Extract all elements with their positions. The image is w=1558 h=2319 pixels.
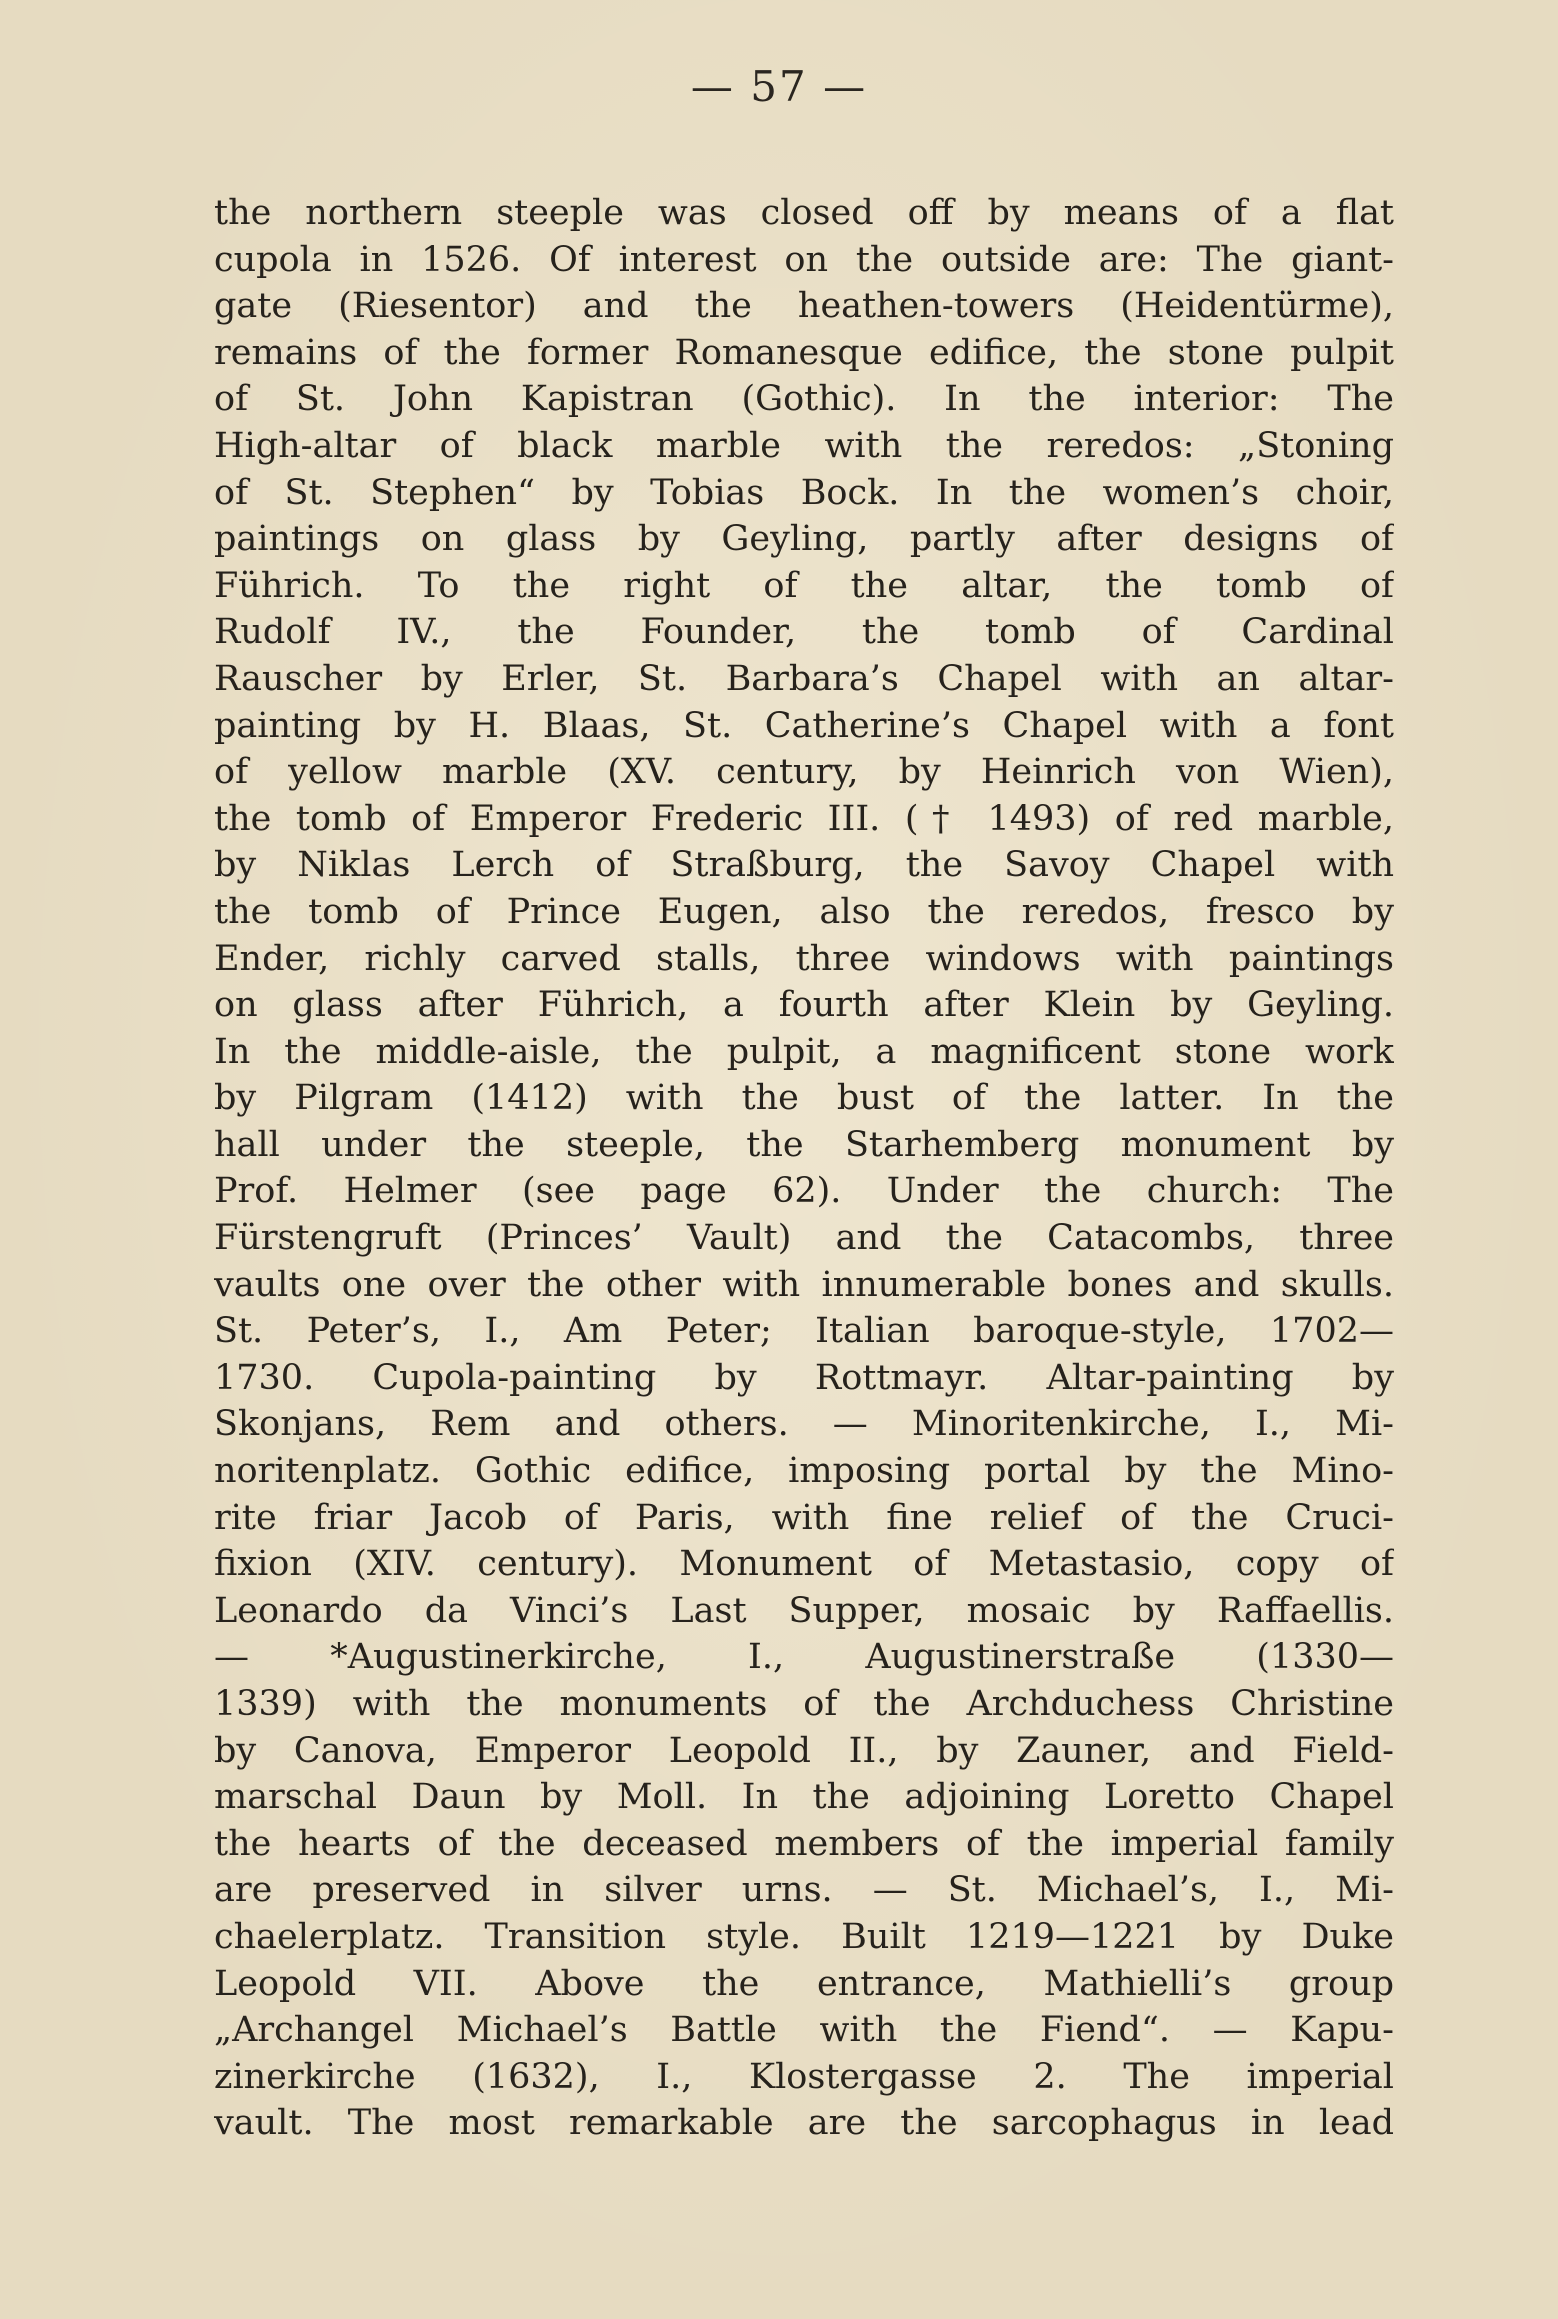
text-line: by Canova, Emperor Leopold II., by Zauner, and Field- (214, 1730, 1394, 1771)
text-line: Führich. To the right of the altar, the tomb of (214, 565, 1394, 606)
text-line: fixion (XIV. century). Monument of Metastasio, copy of (214, 1544, 1394, 1585)
text-line: the hearts of the deceased members of the imperial family (214, 1823, 1394, 1864)
text-line: on glass after Führich, a fourth after Klein by Geyling. (214, 985, 1394, 1026)
text-line: rite friar Jacob of Paris, with fine relief of the Cruci- (214, 1497, 1394, 1538)
text-line: hall under the steeple, the Starhemberg monument by (214, 1124, 1394, 1165)
text-line: are preserved in silver urns. — St. Michael’s, I., Mi- (214, 1870, 1394, 1911)
text-line: of St. Stephen“ by Tobias Bock. In the women’s choir, (214, 472, 1394, 513)
text-line: the tomb of Prince Eugen, also the reredos, fresco by (214, 891, 1394, 932)
text-line: the northern steeple was closed off by means of a flat (214, 193, 1394, 233)
text-line: Ender, richly carved stalls, three windows with paintings (214, 938, 1394, 979)
text-line: paintings on glass by Geyling, partly after designs of (214, 519, 1394, 560)
body-text (214, 190, 1394, 2147)
text-line: 1730. Cupola-painting by Rottmayr. Altar-painting by (214, 1357, 1394, 1398)
text-line: by Pilgram (1412) with the bust of the latter. In the (214, 1078, 1394, 1119)
text-line: Leonardo da Vinci’s Last Supper, mosaic by Raffaellis. (214, 1590, 1394, 1631)
text-line: vaults one over the other with innumerable bones and skulls. (214, 1264, 1394, 1305)
text-line: noritenplatz. Gothic edifice, imposing portal by the Mino- (214, 1451, 1394, 1492)
text-line: St. Peter’s, I., Am Peter; Italian baroque-style, 1702— (214, 1311, 1394, 1352)
text-line: Prof. Helmer (see page 62). Under the church: The (214, 1171, 1394, 1212)
text-line: — *Augustinerkirche, I., Augustinerstraße (1330— (214, 1637, 1394, 1678)
text-line: Skonjans, Rem and others. — Minoritenkirche, I., Mi- (214, 1404, 1394, 1445)
text-line: cupola in 1526. Of interest on the outside are: The giant- (214, 239, 1394, 280)
text-line: High-altar of black marble with the reredos: „Stoning (214, 425, 1394, 466)
text-line: Leopold VII. Above the entrance, Mathielli’s group (214, 1963, 1394, 2004)
text-line: of St. John Kapistran (Gothic). In the interior: The (214, 379, 1394, 420)
text-line: Fürstengruft (Princes’ Vault) and the Catacombs, three (214, 1218, 1394, 1259)
text-line: „Archangel Michael’s Battle with the Fiend“. — Kapu- (214, 2010, 1394, 2051)
text-line: zinerkirche (1632), I., Klostergasse 2. The imperial (214, 2056, 1394, 2097)
text-line: vault. The most remarkable are the sarcophagus in lead (214, 2103, 1394, 2144)
text-line: the tomb of Emperor Frederic III. († 1493) of red marble, (214, 798, 1394, 839)
text-line: 1339) with the monuments of the Archduchess Christine (214, 1684, 1394, 1724)
text-line: Rudolf IV., the Founder, the tomb of Cardinal (214, 612, 1394, 653)
text-line: of yellow marble (XV. century, by Heinrich von Wien), (214, 752, 1394, 793)
text-line: In the middle-aisle, the pulpit, a magnificent stone work (214, 1031, 1394, 1072)
text-line: marschal Daun by Moll. In the adjoining Loretto Chapel (214, 1777, 1394, 1818)
text-line: Rauscher by Erler, St. Barbara’s Chapel with an altar- (214, 658, 1394, 699)
text-line: painting by H. Blaas, St. Catherine’s Chapel with a font (214, 705, 1394, 746)
text-line: remains of the former Romanesque edifice, the stone pulpit (214, 332, 1394, 373)
text-line: gate (Riesentor) and the heathen-towers (Heidentürme), (214, 286, 1394, 327)
text-line: chaelerplatz. Transition style. Built 1219—1221 by Duke (214, 1916, 1394, 1957)
text-line: by Niklas Lerch of Straßburg, the Savoy Chapel with (214, 845, 1394, 886)
page-number: — 57 — (690, 62, 868, 111)
